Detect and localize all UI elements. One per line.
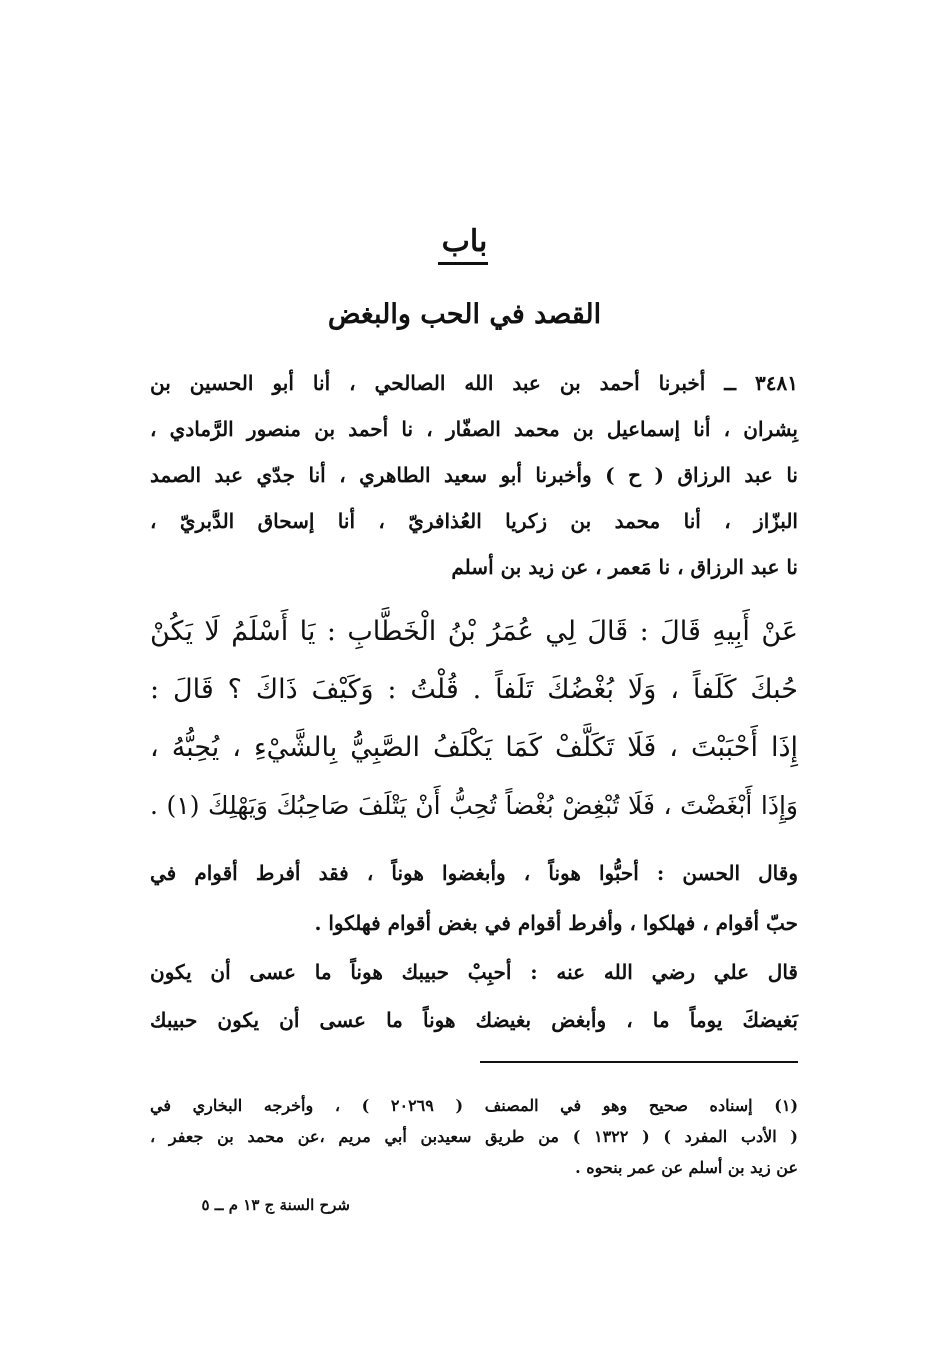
hasan-quote <box>150 848 798 948</box>
chapter-label-underline <box>438 262 488 265</box>
hadith-line: حُبكَ كَلَفاً ، وَلَا بُغْضُكَ تَلَفاً . قُلْتُ : وَكَيْفَ ذَاكَ ؟ قَالَ : <box>150 674 798 705</box>
isnad-line: نا عبد الرزاق ، نا مَعمر ، عن زيد بن أسلم <box>451 555 798 579</box>
hadith-line: وَإِذَا أَبْغَضْتَ ، فَلَا تُبْغِضْ بُغْضاً تُحِبُّ أَنْ يَتْلَفَ صَاحِبُكَ وَيَهْلِكَ (١) . <box>150 791 798 820</box>
isnad-line: ٣٤٨١ ــ أخبرنا أحمد بن عبد الله الصالحي ، أنا أبو الحسين بن <box>150 371 798 395</box>
footnote-line: ( الأدب المفرد ) ( ١٣٢٢ ) من طريق سعيدبن أبي مريم ،عن محمد بن جعفر ، <box>150 1127 798 1146</box>
hadith-text <box>150 603 798 835</box>
hadith-line: عَنْ أَبِيهِ قَالَ : قَالَ لِي عُمَرُ بْنُ الْخَطَّابِ : يَا أَسْلَمُ لَا يَكُنْ <box>150 616 798 647</box>
footnote <box>150 1090 798 1183</box>
ali-line: قال علي رضي الله عنه : أحبِبْ حبيبك هوناً ما عسى أن يكون <box>150 960 798 984</box>
hasan-line: حبّ أقوام ، فهلكوا ، وأفرط أقوام في بغض أقوام فهلكوا . <box>314 911 798 935</box>
footnote-divider <box>480 1061 798 1063</box>
isnad-line: بِشران ، أنا إسماعيل بن محمد الصفّار ، نا أحمد بن منصور الرَّمادي ، <box>150 417 798 441</box>
ali-quote <box>150 948 798 1044</box>
isnad-paragraph <box>150 360 798 590</box>
isnad-line: البزّاز ، أنا محمد بن زكريا العُذافريّ ، أنا إسحاق الدَّبريّ ، <box>150 509 798 533</box>
chapter-label: باب <box>441 224 488 259</box>
chapter-title: القصد في الحب والبغض <box>327 299 602 330</box>
isnad-line: نا عبد الرزاق ( ح ) وأخبرنا أبو سعيد الطاهري ، أنا جدّي عبد الصمد <box>150 463 798 487</box>
footnote-line: عن زيد بن أسلم عن عمر بنحوه . <box>575 1158 798 1177</box>
ali-line: بَغيضكَ يوماً ما ، وأبغض بغيضك هوناً ما عسى أن يكون حبيبك <box>150 1008 798 1032</box>
hadith-line: إِذَا أَحْبَبْتَ ، فَلَا تَكَلَّفْ كَمَا يَكْلَفُ الصَّبِيُّ بِالشَّيْءِ ، يُحِبُّهُ ، <box>150 732 798 763</box>
page-signature: شرح السنة ج ١٣ م ــ ٥ <box>201 1196 350 1214</box>
footnote-line: (١) إسناده صحيح وهو في المصنف ( ٢٠٢٦٩ ) ، وأخرجه البخاري في <box>150 1096 799 1115</box>
hasan-line: وقال الحسن : أحبُّوا هوناً ، وأبغضوا هوناً ، فقد أفرط أقوام في <box>150 861 798 885</box>
